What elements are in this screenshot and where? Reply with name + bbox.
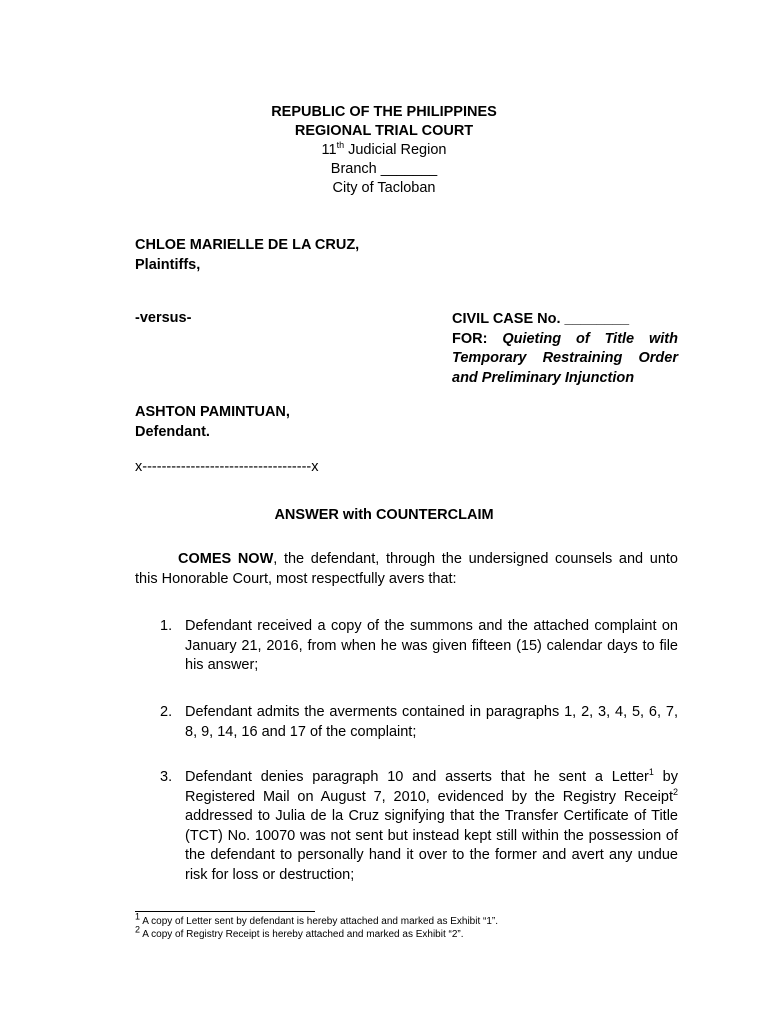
item-number: 1. <box>160 618 173 634</box>
defendant-block <box>135 403 290 442</box>
list-item <box>160 703 678 742</box>
court-heading: REGIONAL TRIAL COURT <box>294 123 474 139</box>
versus-label: -versus- <box>135 310 192 326</box>
defendant-name: ASHTON PAMINTUAN, <box>135 404 290 420</box>
defendant-role: Defendant. <box>135 423 210 440</box>
footnote: $^1$ A copy of Letter sent by defendant is hereby attached and marked as Exhibit “1”. <box>135 911 499 927</box>
civil-case-number: CIVIL CASE No. ________ <box>452 311 630 327</box>
branch-line: Branch _______ <box>330 161 438 177</box>
footnote-ref[interactable]: 1 <box>648 767 654 778</box>
footnote: $^2$ A copy of Registry Receipt is hereby attached and marked as Exhibit “2”. <box>135 924 464 940</box>
plaintiff-role: Plaintiffs, <box>135 256 201 273</box>
item-text: Defendant received a copy of the summons and the attached complaint on January 21, 2016, from when he was given fifteen (15) calendar days to file his answer; <box>185 618 678 673</box>
caption-separator: x-----------------------------------x <box>135 459 319 475</box>
court-header <box>0 103 768 198</box>
document-title: ANSWER with COUNTERCLAIM <box>274 507 494 523</box>
case-nature: FOR: Quieting of Title with Temporary Restraining Order and Preliminary Injunction <box>452 330 678 386</box>
list-item <box>160 617 678 676</box>
item-number: 3. <box>160 769 173 785</box>
republic-heading: REPUBLIC OF THE PHILIPPINES <box>271 104 497 120</box>
footnote-ref[interactable]: 2 <box>672 786 678 797</box>
list-item <box>160 768 678 885</box>
plaintiff-block <box>135 236 359 275</box>
item-text: Defendant admits the averments contained in paragraphs 1, 2, 3, 4, 5, 6, 7, 8, 9, 14, 16 and 17 of the complaint; <box>185 704 678 740</box>
item-text: Defendant denies paragraph 10 and asserts that he sent a Letter$^1$ by Registered Mail on August 7, 2010, evidenced by the Registry Receipt$^2$ addressed to Julia de la Cruz signifying that the Transfer Certificate of Title (TCT) No. 10070 was not sent but instead kept still within the possession of the defendant to personally hand it over to the former and avert any undue risk for loss or destruction; <box>185 767 678 883</box>
judicial-region: 11th Judicial Region <box>321 140 447 158</box>
intro-paragraph: COMES NOW, the defendant, through the undersigned counsels and unto this Honorable Court, most respectfully avers that: <box>135 551 678 587</box>
case-block <box>452 310 678 388</box>
footnote-divider <box>135 911 315 912</box>
item-number: 2. <box>160 704 173 720</box>
footnotes <box>135 911 499 941</box>
plaintiff-name: CHLOE MARIELLE DE LA CRUZ, <box>135 237 360 253</box>
city-line: City of Tacloban <box>332 180 436 196</box>
